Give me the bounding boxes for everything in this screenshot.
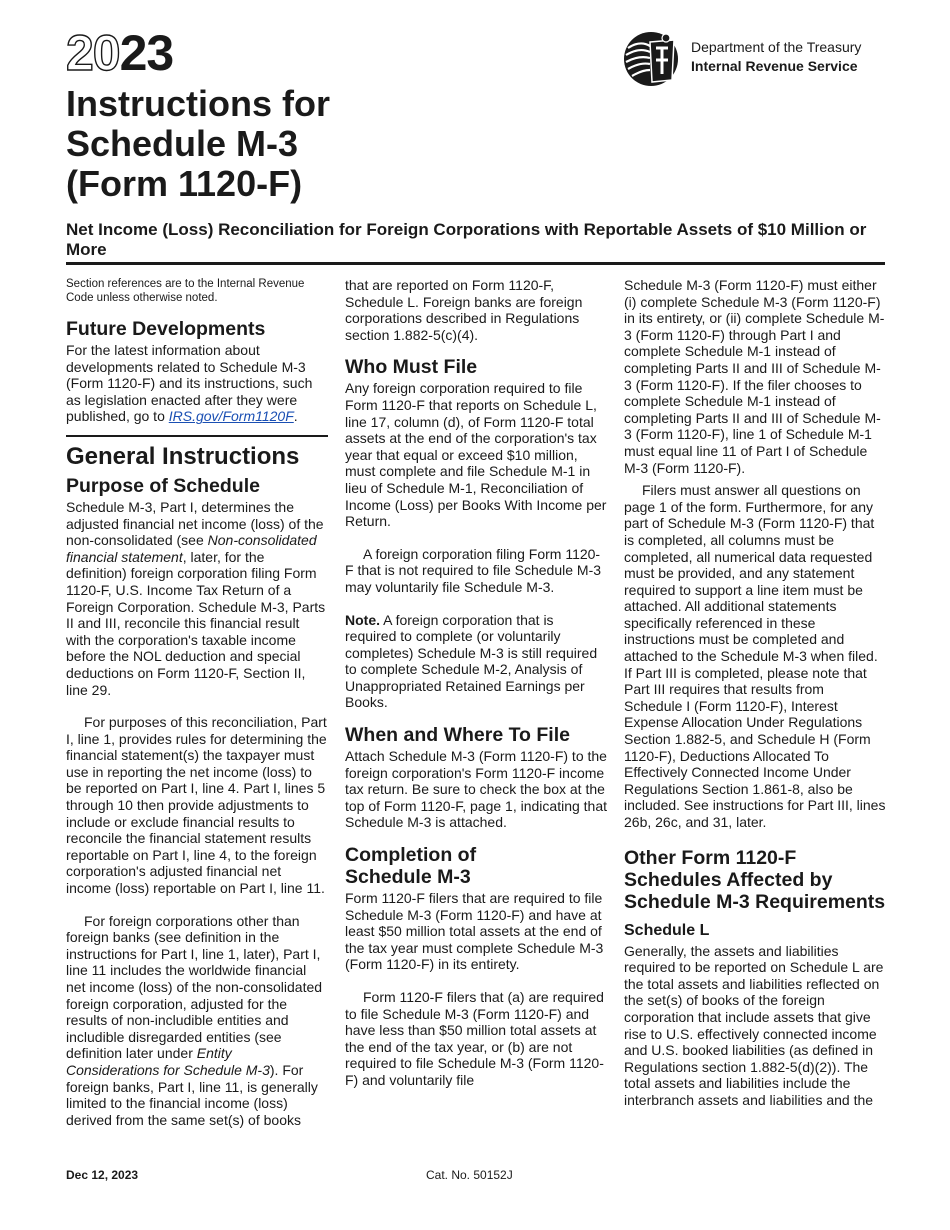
column-2	[345, 277, 607, 1089]
continued-text: that are reported on Form 1120-F, Schedule L. Foreign banks are foreign corporations described in Regulations section 1.882-5(c)(4).	[345, 277, 583, 343]
schedule-l-paragraph: Generally, the assets and liabilities required to be reported on Schedule L are the total assets and liabilities reflected on the set(s) of books of the foreign corporation that include assets that give rise to U.S. effectively connected income and U.S. booked liabilities (as defined in Regulations section 1.882-5(d)(2)). The total assets and liabilities include the interbranch assets and liabilities and the	[624, 942, 884, 1108]
section-divider	[66, 435, 328, 437]
agency-name	[691, 38, 861, 76]
filers-paragraph: Filers must answer all questions on page 1 of the form. Furthermore, for any part of Schedule M-3 (Form 1120-F) that is completed, all columns must be completed, all numerical data requested must be provided, and any statement required to support a line item must be attached. All additional statements specifically referenced in these instructions must be completed and attached to the Schedule M-3 when filed. If Part III is completed, please note that Part III requires that results from Schedule I (Form 1120-F), Interest Expense Allocation Under Regulations Section 1.882-5, and Schedule H (Form 1120-F), Deductions Allocated To Effectively Connected Income Under Regulations Section 1.861-8, also be included. See instructions for Part III, lines 26b, 26c, and 31, later.	[624, 482, 886, 830]
when-where-heading: When and Where To File	[345, 724, 570, 747]
irs-eagle-logo-icon	[622, 30, 684, 88]
completion-heading: Completion of Schedule M-3	[345, 844, 477, 889]
general-instructions-heading: General Instructions	[66, 442, 300, 470]
continued-text: Schedule M-3 (Form 1120-F) must either (i) complete Schedule M-3 (Form 1120-F) in its entirety, or (ii) complete Schedule M-3 (Form 1120-F) through Part I and complete Schedule M-1 instead of completing Parts II and III of Schedule M-3 (Form 1120-F). If the filer chooses to complete Schedule M-1 instead of completing Parts II and III of Schedule M-3 (Form 1120-F), line 1 of Schedule M-1 must equal line 11 of Part I of Schedule M-3 (Form 1120-F).	[624, 277, 885, 476]
agency-department: Department of the Treasury	[691, 39, 862, 55]
revision-date: Dec 12, 2023	[66, 1168, 139, 1182]
column-1	[66, 277, 328, 1128]
who-must-file-paragraph-2: A foreign corporation filing Form 1120-F that is not required to file Schedule M-3 may voluntarily file Schedule M-3.	[345, 545, 602, 595]
note-paragraph: Note. A foreign corporation that is required to complete (or voluntarily completes) Schedule M-3 is still required to complete Schedule M-2, Analysis of Unappropriated Retained Earnings per Books.	[345, 611, 598, 711]
section-references-note: Section references are to the Internal Revenue Code unless otherwise noted.	[66, 278, 305, 304]
form-subtitle: Net Income (Loss) Reconciliation for Foreign Corporations with Reportable Assets of $10 Million or More	[66, 220, 867, 259]
column-3	[624, 277, 886, 1109]
header-divider	[66, 262, 885, 265]
page-title	[66, 84, 586, 204]
future-developments-text: For the latest information about developments related to Schedule M-3 (Form 1120-F) and its instructions, such as legislation enacted after they were published, go to IRS.gov/Form1120F.	[66, 342, 313, 425]
year-solid-digits: 23	[119, 25, 174, 81]
purpose-paragraph-1: Schedule M-3, Part I, determines the adjusted financial net income (loss) of the non-consolidated (see Non-consolidated financial statement, later, for the definition) foreign corporation filing Form 1120-F, U.S. Income Tax Return of a Foreign Corporation. Schedule M-3, Parts II and III, reconcile this financial result with the corporation's taxable income before the NOL deduction and special deductions on Form 1120-F, Section II, line 29.	[66, 498, 326, 698]
purpose-of-schedule-heading: Purpose of Schedule	[66, 474, 260, 497]
title-line-2: Schedule M-3	[66, 123, 299, 164]
future-developments-heading: Future Developments	[66, 318, 266, 340]
other-schedules-heading: Other Form 1120-F Schedules Affected by Schedule M-3 Requirements	[624, 846, 886, 913]
purpose-paragraph-3: For foreign corporations other than foreign banks (see definition in the instructions for Part I, line 1, later), Part I, line 11 includes the worldwide financial net income (loss) of the non-consolidated foreign corporation, adjusted for the results of non-includible entities and includible disregarded entities (see definition later under Entity Considerations for Schedule M-3). For foreign banks, Part I, line 11, is generally limited to the financial income (loss) derived from the same set(s) of books	[66, 912, 323, 1128]
schedule-l-heading: Schedule L	[624, 921, 710, 939]
completion-paragraph-2: Form 1120-F filers that (a) are required to file Schedule M-3 (Form 1120-F) and have less than $50 million total assets at the end of the tax year, or (b) are not required to file Schedule M-3 (Form 1120-F) and voluntarily file	[345, 989, 604, 1088]
who-must-file-paragraph-1: Any foreign corporation required to file Form 1120-F that reports on Schedule L, line 17, column (d), of Form 1120-F total assets at the end of the corporation's tax year that equal or exceed $10 million, must complete and file Schedule M-1 in lieu of Schedule M-1, Reconciliation of Income (Loss) per Books With Income per Return.	[345, 380, 607, 530]
completion-paragraph-1: Form 1120-F filers that are required to file Schedule M-3 (Form 1120-F) and have at least $50 million total assets at the end of the tax year must complete Schedule M-3 (Form 1120-F) in its entirety.	[345, 890, 604, 973]
when-where-paragraph: Attach Schedule M-3 (Form 1120-F) to the foreign corporation's Form 1120-F income tax return. Be sure to check the box at the top of Form 1120-F, page 1, indicating that Schedule M-3 is attached.	[345, 748, 608, 831]
irs-form-link[interactable]: IRS.gov/Form1120F	[168, 408, 294, 425]
year-outline-digits: 20	[66, 25, 120, 81]
form-year	[66, 25, 174, 81]
agency-irs: Internal Revenue Service	[691, 58, 858, 74]
title-line-1: Instructions for	[66, 83, 331, 124]
catalog-number: Cat. No. 50152J	[426, 1168, 513, 1182]
purpose-paragraph-2: For purposes of this reconciliation, Part I, line 1, provides rules for determining the financial statement(s) the taxpayer must use in reporting the net income (loss) to be reported on Part I, line 4. Part I, lines 5 through 10 then provide adjustments to include or exclude financial results to reconcile the financial statement results reportable on Part I, line 4, to the foreign corporation's adjusted financial net income (loss) reportable on Part I, line 11.	[66, 714, 327, 897]
title-line-3: (Form 1120-F)	[66, 163, 303, 204]
who-must-file-heading: Who Must File	[345, 356, 478, 379]
